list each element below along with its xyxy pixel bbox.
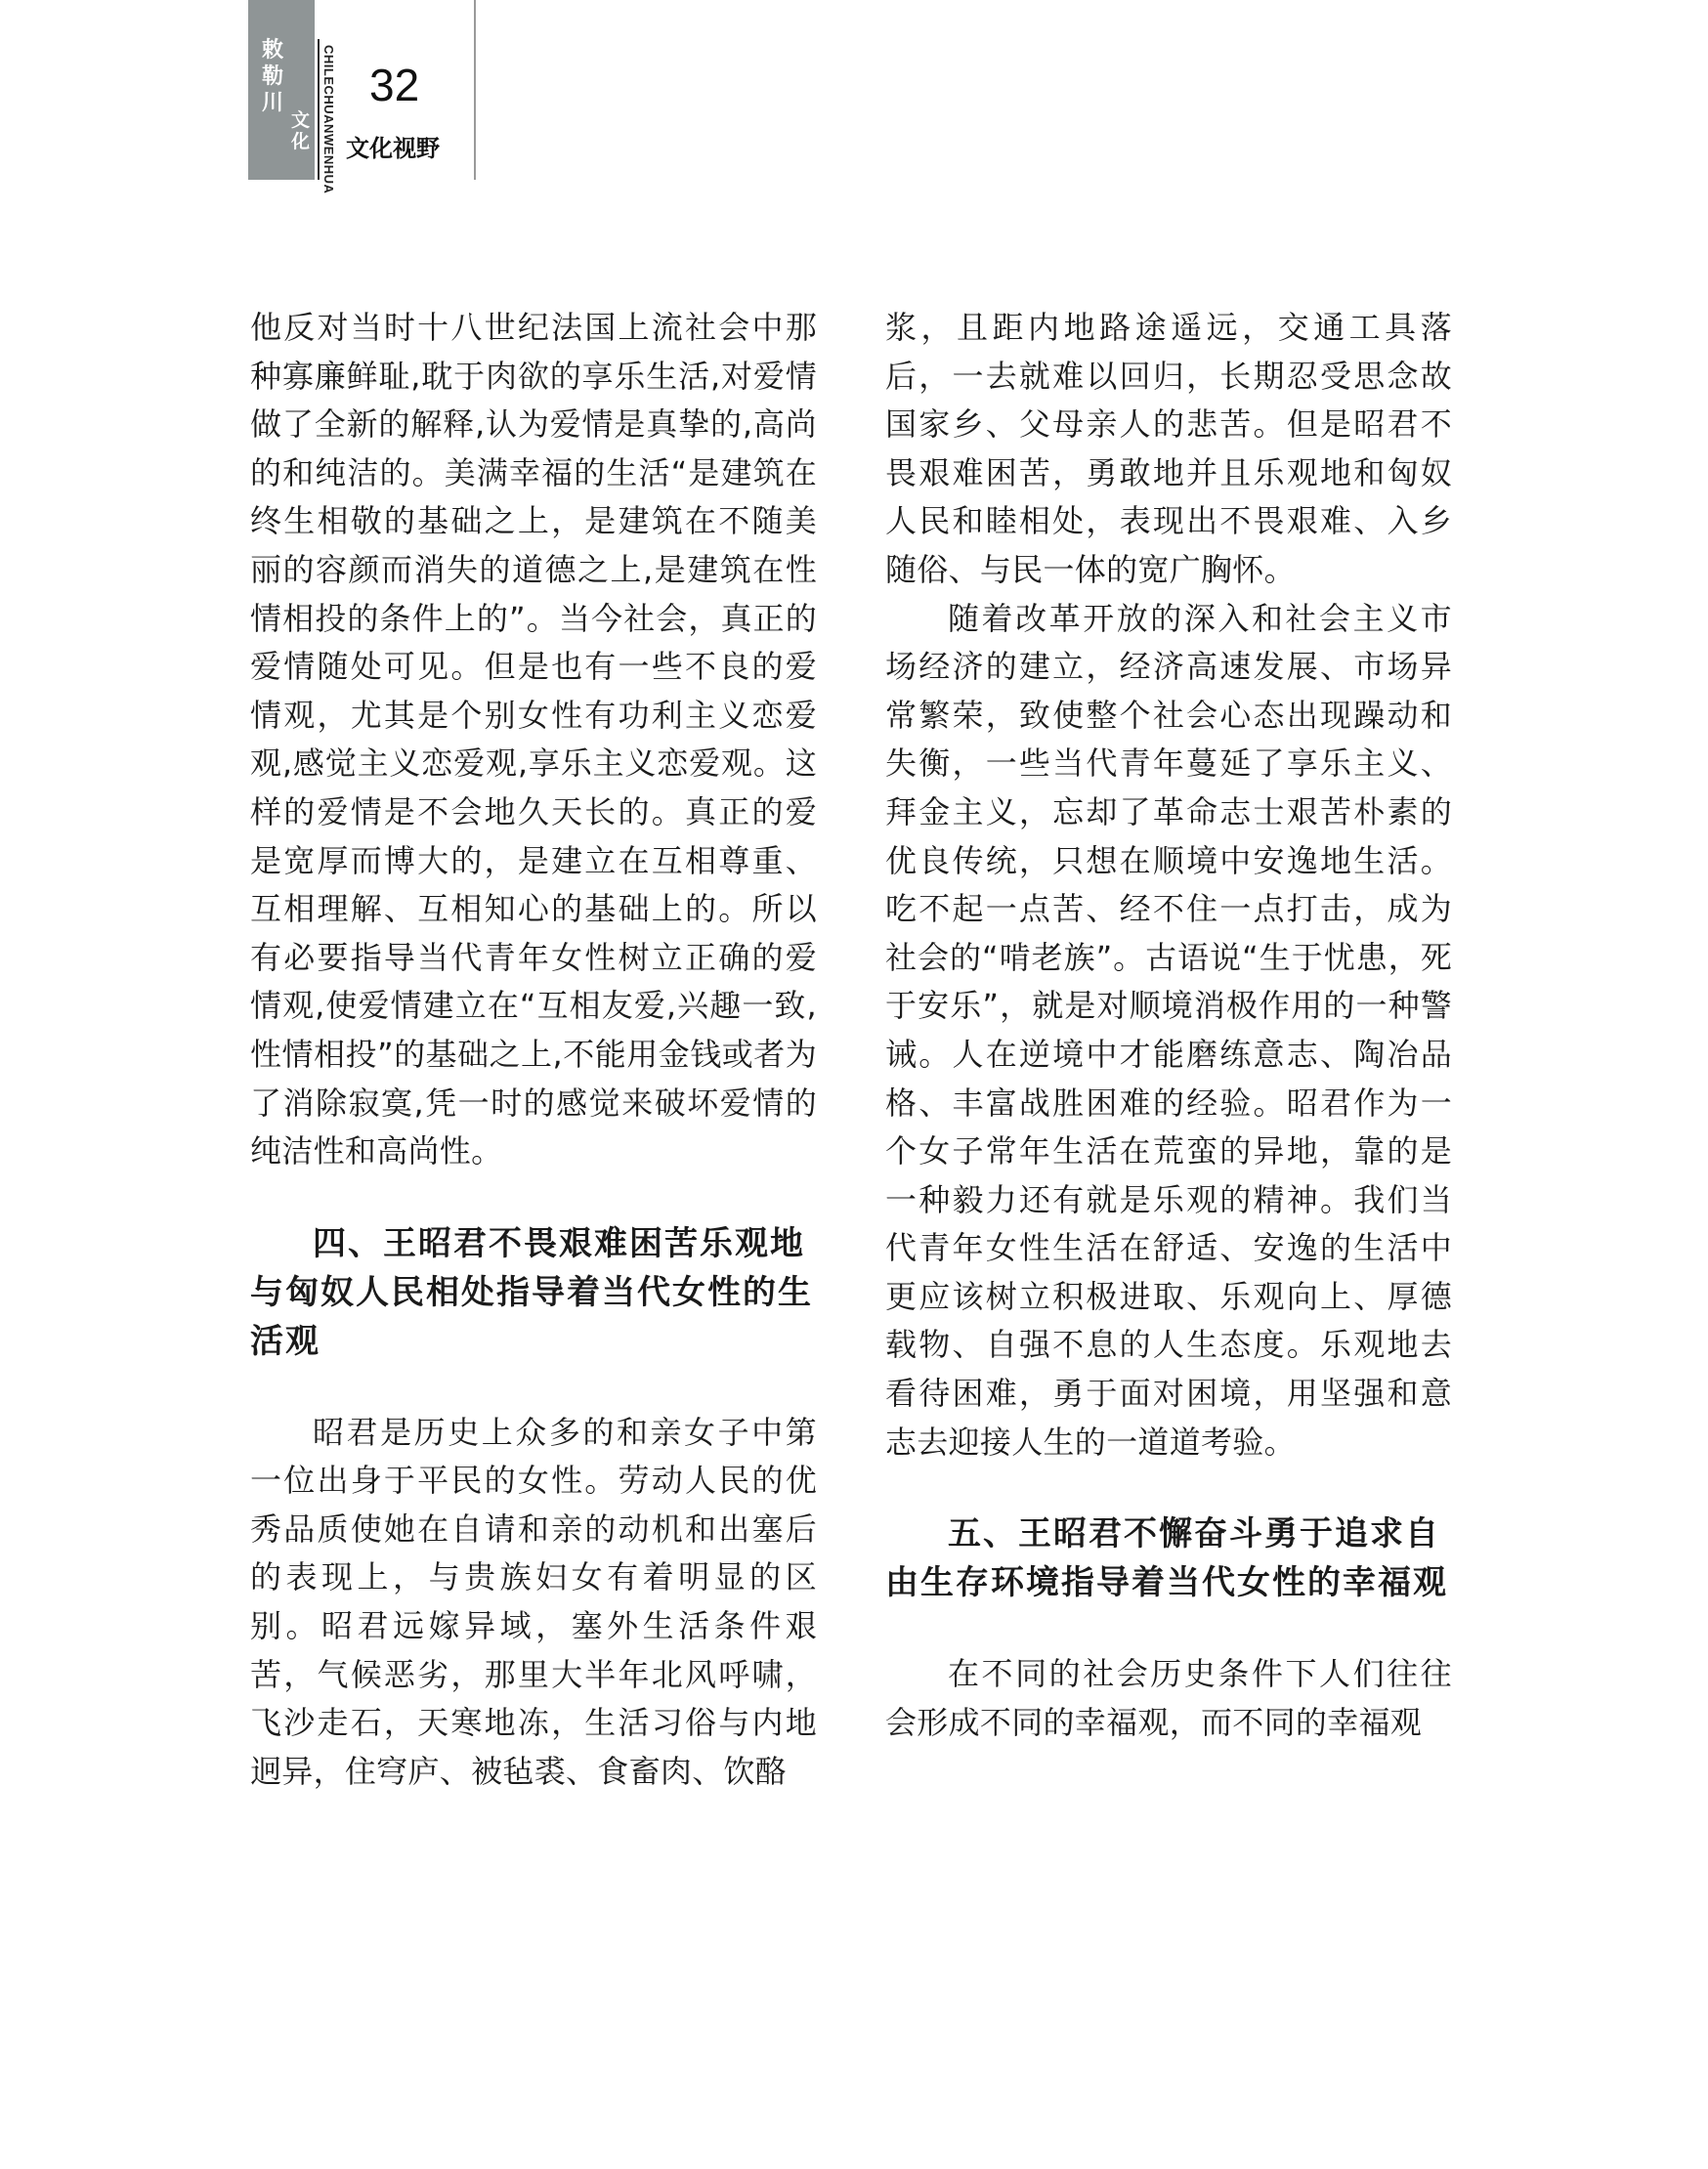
section-heading-5: 五、王昭君不懈奋斗勇于追求自由生存环境指导着当代女性的幸福观 [885, 1514, 1448, 1603]
header-divider-right [474, 0, 476, 180]
right-column [885, 304, 1452, 1747]
right-paragraph-3: 在不同的社会历史条件下人们往往会形成不同的幸福观，而不同的幸福观 [885, 1655, 1452, 1741]
page-number: 32 [369, 60, 420, 110]
left-paragraph-2: 昭君是历史上众多的和亲女子中第一位出身于平民的女性。劳动人民的优秀品质使她在自请和亲的动机和出塞后的表现上，与贵族妇女有着明显的区别。昭君远嫁异域，塞外生活条件艰苦，气候恶劣，那里大半年北风呼啸，飞沙走石，天寒地冻，生活习俗与内地迥异，住穹庐、被毡裘、食畜肉、饮酪 [250, 1413, 817, 1790]
right-paragraph-1: 浆，且距内地路途遥远，交通工具落后，一去就难以回归，长期忍受思念故国家乡、父母亲人的悲苦。但是昭君不畏艰难困苦，勇敢地并且乐观地和匈奴人民和睦相处，表现出不畏艰难、入乡随俗、与民一体的宽广胸怀。 [885, 309, 1452, 588]
section-heading-4: 四、王昭君不畏艰难困苦乐观地与匈奴人民相处指导着当代女性的生活观 [250, 1223, 813, 1361]
right-paragraph-2: 随着改革开放的深入和社会主义市场经济的建立，经济高速发展、市场异常繁荣，致使整个社会心态出现躁动和失衡，一些当代青年蔓延了享乐主义、拜金主义，忘却了革命志士艰苦朴素的优良传统，只想在顺境中安逸地生活。吃不起一点苦、经不住一点打击，成为社会的“啃老族”。古语说“生于忧患，死于安乐”，就是对顺境消极作用的一种警诫。人在逆境中才能磨练意志、陶冶品格、丰富战胜困难的经验。昭君作为一个女子常年生活在荒蛮的异地，靠的是一种毅力还有就是乐观的精神。我们当代青年女性生活在舒适、安逸的生活中更应该树立积极进取、乐观向上、厚德载物、自强不息的人生态度。乐观地去看待困难，勇于面对困境，用坚强和意志去迎接人生的一道道考验。 [885, 599, 1452, 1461]
magazine-subtitle-vertical: 文化 [291, 109, 311, 152]
section-name: 文化视野 [346, 135, 440, 162]
magazine-pinyin: CHILECHUANWENHUA [321, 45, 336, 194]
magazine-title-vertical: 敕勒川 [262, 37, 284, 115]
left-column [250, 304, 817, 1796]
left-paragraph-1: 他反对当时十八世纪法国上流社会中那种寡廉鲜耻,耽于肉欲的享乐生活,对爱情做了全新的解释,认为爱情是真挚的,高尚的和纯洁的。美满幸福的生活“是建筑在终生相敬的基础之上，是建筑在不随美丽的容颜而消失的道德之上,是建筑在性情相投的条件上的”。当今社会，真正的爱情随处可见。但是也有一些不良的爱情观，尤其是个别女性有功利主义恋爱观,感觉主义恋爱观,享乐主义恋爱观。这样的爱情是不会地久天长的。真正的爱是宽厚而博大的，是建立在互相尊重、互相理解、互相知心的基础上的。所以有必要指导当代青年女性树立正确的爱情观,使爱情建立在“互相友爱,兴趣一致,性情相投”的基础之上,不能用金钱或者为了消除寂寞,凭一时的感觉来破坏爱情的纯洁性和高尚性。 [250, 309, 817, 1170]
header-divider [318, 39, 320, 180]
